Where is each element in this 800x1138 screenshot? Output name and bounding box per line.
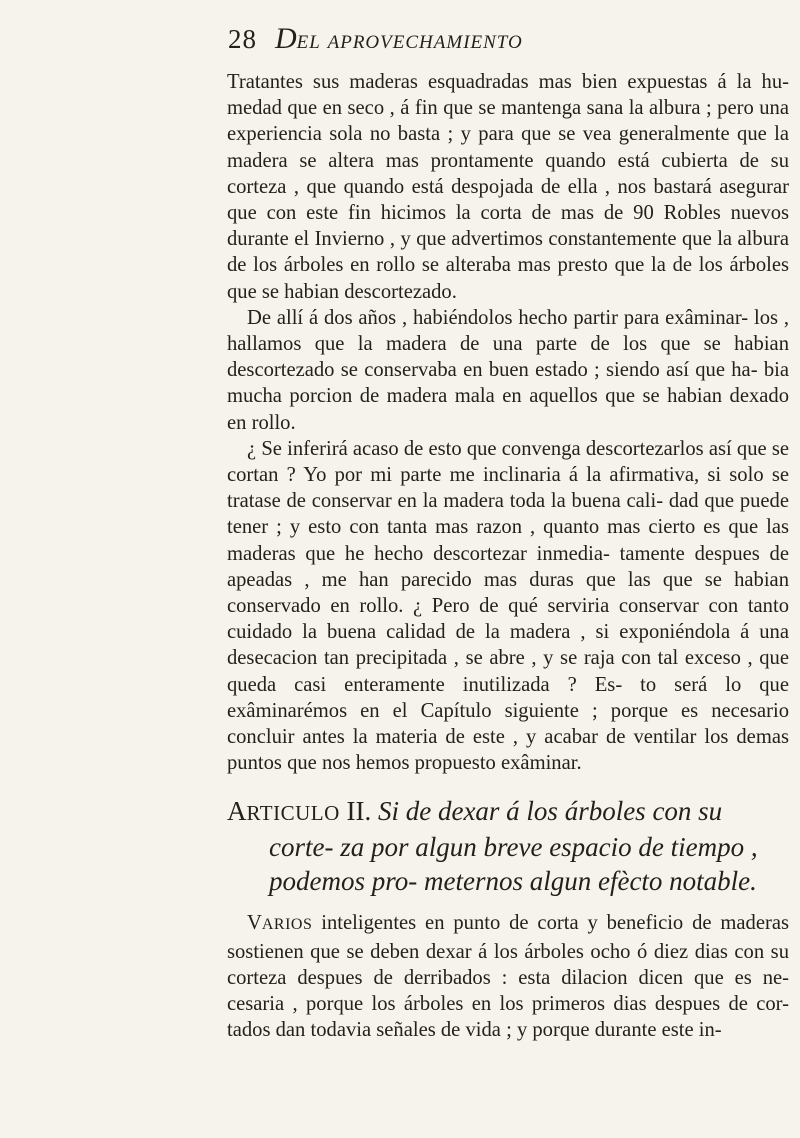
article-heading [227,794,789,898]
running-title-tail: APROVECHAMIENTO [327,32,523,53]
running-title-rest: EL [296,32,321,53]
article-label [227,796,371,826]
running-title [275,24,523,54]
paragraph-2: De allí á dos años , habiéndolos hecho partir para exâminar- los , hallamos que la madera de una parte de los que se habian descortezado se conservaba en buen estado ; siendo así que ha- bia mucha porcion de madera mala en aquellos que se habian dexado en rollo. [227,306,789,434]
running-title-initial: D [275,22,297,55]
article-label-rest: RTICULO [246,801,340,826]
paragraph-1: Tratantes sus maderas esquadradas mas bien expuestas á la hu- medad que en seco , á fin que se mantenga sana la albura ; pero una experiencia sola no basta ; y para que se vea generalmente que la madera se altera mas prontamente quando está cubierta de su corteza , que quando está despojada de ella , nos bastará asegurar que con este fin hicimos la corta de mas de 90 Robles nuevos durante el Invierno , y que advertimos constantemente que la albura de los árboles en rollo se alteraba mas presto que la de los árboles que se habian descortezado. [227,71,789,303]
body-text [227,69,789,1044]
paragraph-4 [227,910,789,1043]
article-label-initial: A [227,796,247,827]
article-number: II. [346,796,372,827]
running-head [228,22,648,62]
paragraph-4-smallcaps: ARIOS [261,916,313,934]
article-title: Si de dexar á los árboles con su corte- za por algun breve espacio de tiempo , podemos pro- meternos algun efècto notable. [269,796,758,897]
paragraph-3: ¿ Se inferirá acaso de esto que convenga descortezarlos así que se cortan ? Yo por mi parte me inclinaria á la afirmativa, si solo se tratase de conservar en la madera toda la buena cali- dad que puede tener ; y esto con tanta mas razon , quanto mas cierto es que las maderas que he hecho descortezar inmedia- tamente despues de apeadas , me han parecido mas duras que las que se habian conservado en rollo. ¿ Pero de qué serviria conservar con tanto cuidado la buena calidad de la madera , si exponiéndola á una desecacion tan precipitada , se abre , y se raja con tal exceso , que queda casi enteramente inutilizada ? Es- to será lo que exâminarémos en el Capítulo siguiente ; porque es necesario concluir antes la materia de este , y acabar de ventilar los demas puntos que nos hemos propuesto exâminar. [227,437,789,775]
paragraph-4-initial: V [247,912,262,935]
paragraph-4-text: inteligentes en punto de corta y beneficio de maderas sostienen que se deben dexar á los árboles ocho ó diez dias con su corteza despues de derribados : esta dilacion dicen que es ne- cesaria , porque los árboles en los primeros dias despues de cor- tados dan todavia señales de vida ; y porque durante este in- [227,912,789,1042]
page-number: 28 [228,24,257,54]
